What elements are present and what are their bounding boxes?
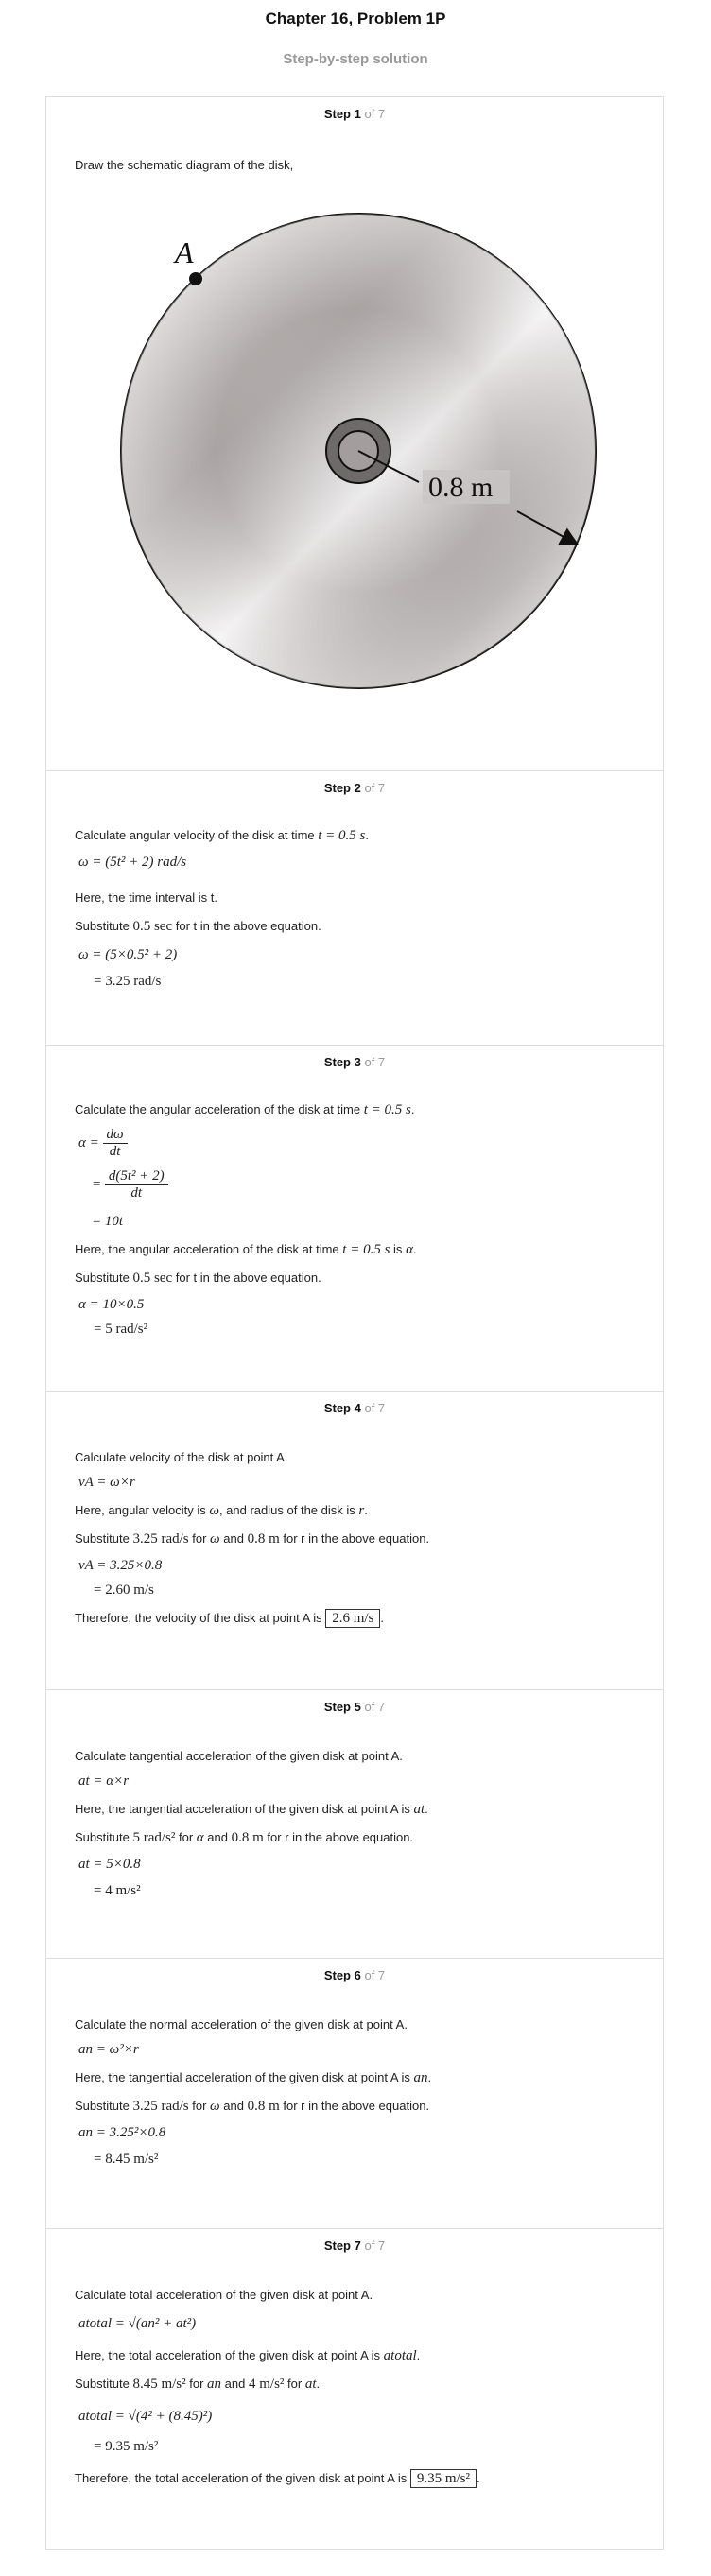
step-2-card bbox=[45, 770, 664, 1045]
step-4-line-3: Substitute 3.25 rad/s for ω and 0.8 m for r in the above equation. bbox=[75, 1531, 430, 1547]
step-5-line-2: Here, the tangential acceleration of the given disk at point A is at. bbox=[75, 1802, 428, 1817]
step-3-eq-3: = 10t bbox=[92, 1214, 124, 1229]
disk-diagram bbox=[46, 192, 665, 721]
step-7-line-1: Calculate total acceleration of the given disk at point A. bbox=[75, 2288, 373, 2302]
step-3-line-2: Here, the angular acceleration of the disk at time t = 0.5 s is α. bbox=[75, 1242, 417, 1257]
step-1-heading: Step 1 of 7 bbox=[323, 107, 386, 121]
step-3-eq-1: α = $\frac{d\omega}{dt}$ bbox=[78, 1127, 128, 1160]
step-4-answer: 2.6 m/s bbox=[325, 1609, 380, 1628]
step-6-line-2: Here, the tangential acceleration of the given disk at point A is an. bbox=[75, 2070, 432, 2085]
radius-label: 0.8 m bbox=[428, 472, 494, 503]
step-1-text: Draw the schematic diagram of the disk, bbox=[75, 158, 294, 172]
step-3-card bbox=[45, 1045, 664, 1391]
point-a-label: A bbox=[175, 235, 194, 269]
step-2-line-1: Calculate angular velocity of the disk at time t = 0.5 s. bbox=[75, 828, 370, 843]
step-7-answer: 9.35 m/s² bbox=[410, 2469, 477, 2488]
page-title: Chapter 16, Problem 1P bbox=[265, 9, 446, 27]
step-4-eq-2: vA = 3.25×0.8 bbox=[78, 1558, 163, 1573]
step-7-eq-2: atotal = √(4² + (8.45)²) bbox=[78, 2409, 213, 2424]
step-6-line-1: Calculate the normal acceleration of the given disk at point A. bbox=[75, 2017, 408, 2031]
step-7-eq-3: = 9.35 m/s² bbox=[94, 2439, 159, 2454]
step-4-card bbox=[45, 1391, 664, 1689]
step-5-eq-2: at = 5×0.8 bbox=[78, 1857, 141, 1872]
step-7-line-3: Substitute 8.45 m/s² for an and 4 m/s² for at. bbox=[75, 2377, 321, 2392]
step-3-line-3: Substitute 0.5 sec for t in the above equation. bbox=[75, 1271, 321, 1286]
step-1-card bbox=[45, 96, 664, 770]
step-3-eq-2: = $\frac{\text{d(5t² + 2)}}{dt}$ bbox=[92, 1168, 168, 1202]
step-2-eq-2: ω = (5×0.5² + 2) bbox=[78, 947, 178, 962]
step-2-heading: Step 2 of 7 bbox=[323, 781, 386, 795]
step-3-line-1: Calculate the angular acceleration of the disk at time t = 0.5 s. bbox=[75, 1102, 415, 1117]
step-5-eq-1: at = α×r bbox=[78, 1773, 130, 1789]
step-3-eq-5: = 5 rad/s² bbox=[94, 1322, 148, 1337]
step-4-line-1: Calculate velocity of the disk at point A. bbox=[75, 1450, 288, 1464]
step-2-eq-1: ω = (5t² + 2) rad/s bbox=[78, 855, 187, 870]
step-7-line-4: Therefore, the total acceleration of the given disk at point A is 9.35 m/s² . bbox=[75, 2471, 480, 2486]
point-a-marker bbox=[189, 272, 202, 285]
step-6-heading: Step 6 of 7 bbox=[323, 1968, 386, 1982]
step-3-eq-4: α = 10×0.5 bbox=[78, 1297, 145, 1312]
step-7-heading: Step 7 of 7 bbox=[323, 2239, 386, 2253]
step-2-line-3: Substitute 0.5 sec for t in the above equation. bbox=[75, 919, 321, 934]
step-5-line-1: Calculate tangential acceleration of the given disk at point A. bbox=[75, 1749, 403, 1763]
step-5-line-3: Substitute 5 rad/s² for α and 0.8 m for r in the above equation. bbox=[75, 1830, 414, 1845]
step-6-line-3: Substitute 3.25 rad/s for ω and 0.8 m for r in the above equation. bbox=[75, 2099, 430, 2114]
step-5-card bbox=[45, 1689, 664, 1958]
page-subtitle: Step-by-step solution bbox=[283, 51, 428, 67]
step-4-line-4: Therefore, the velocity of the disk at point A is 2.6 m/s . bbox=[75, 1611, 385, 1626]
step-7-eq-1: atotal = √(an² + at²) bbox=[78, 2316, 197, 2331]
step-6-card bbox=[45, 1958, 664, 2228]
step-2-line-2: Here, the time interval is t. bbox=[75, 890, 217, 905]
step-2-eq-3: = 3.25 rad/s bbox=[94, 974, 162, 989]
step-4-eq-3: = 2.60 m/s bbox=[94, 1582, 154, 1598]
step-4-eq-1: vA = ω×r bbox=[78, 1475, 135, 1490]
step-5-heading: Step 5 of 7 bbox=[323, 1700, 386, 1714]
step-4-line-2: Here, angular velocity is ω, and radius of the disk is r. bbox=[75, 1503, 368, 1518]
step-7-line-2: Here, the total acceleration of the given disk at point A is atotal. bbox=[75, 2348, 421, 2363]
step-6-eq-2: an = 3.25²×0.8 bbox=[78, 2125, 166, 2140]
step-6-eq-1: an = ω²×r bbox=[78, 2042, 139, 2057]
step-4-heading: Step 4 of 7 bbox=[323, 1401, 386, 1415]
step-6-eq-3: = 8.45 m/s² bbox=[94, 2152, 159, 2167]
step-3-heading: Step 3 of 7 bbox=[323, 1055, 386, 1069]
step-5-eq-3: = 4 m/s² bbox=[94, 1883, 141, 1898]
step-7-card bbox=[45, 2228, 664, 2550]
